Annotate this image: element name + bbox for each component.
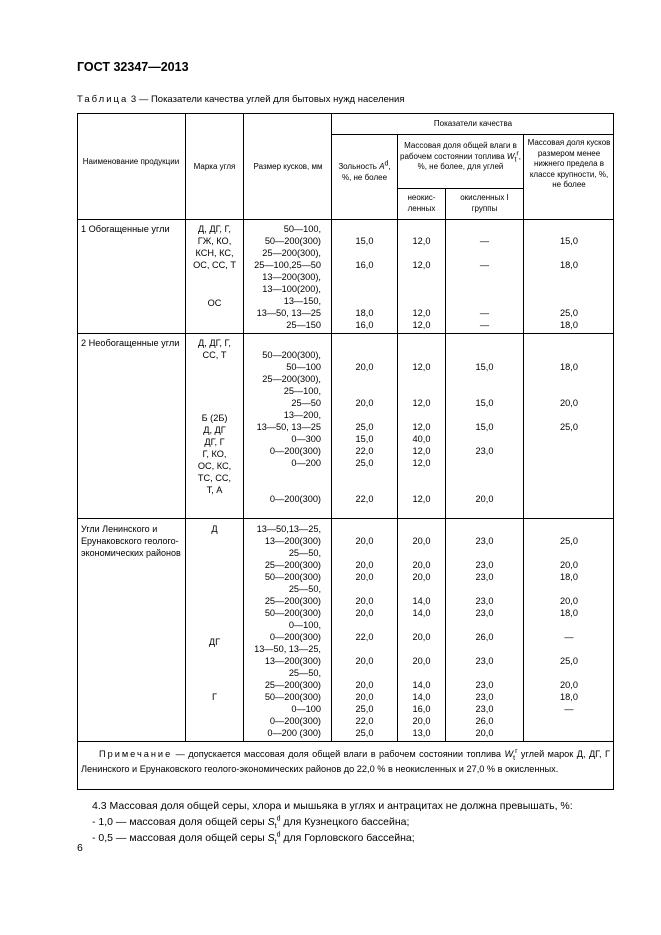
- standard-header: ГОСТ 32347—2013: [77, 60, 189, 74]
- coal-brand-cell: ДГ, Г: [204, 437, 225, 447]
- value-cell: 12,0: [412, 236, 431, 246]
- value-cell: 20,0: [412, 560, 431, 570]
- value-cell: 22,0: [355, 632, 374, 642]
- value-cell: 25,0: [355, 422, 374, 432]
- value-cell: 14,0: [412, 596, 431, 606]
- value-cell: 22,0: [355, 446, 374, 456]
- value-cell: 20,0: [475, 494, 494, 504]
- value-cell: 23,0: [475, 680, 494, 690]
- piece-size-cell: 0—200(300): [269, 632, 321, 642]
- coal-brand-cell: Д: [211, 524, 218, 534]
- piece-size-cell: 25—200(300): [264, 680, 321, 690]
- col-product-header: Наименование продукции: [82, 157, 180, 166]
- value-cell: 25,0: [560, 422, 578, 432]
- piece-size-cell: 13—200(300): [264, 656, 321, 666]
- coal-brand-cell: Г, КО,: [202, 449, 227, 459]
- value-cell: 12,0: [412, 446, 431, 456]
- value-cell: 13,0: [412, 728, 431, 738]
- value-cell: 22,0: [355, 494, 374, 504]
- piece-size-cell: 25—200(300): [264, 560, 321, 570]
- value-cell: 22,0: [355, 716, 374, 726]
- piece-size-cell: 50—200(300),: [262, 350, 321, 360]
- piece-size-cell: 13—50, 13—25: [256, 422, 321, 432]
- piece-size-cell: 0—100,: [288, 620, 321, 630]
- piece-size-cell: 25—100,25—50: [254, 260, 321, 270]
- piece-size-cell: 0—300: [291, 434, 321, 444]
- value-cell: —: [564, 632, 574, 642]
- value-cell: 25,0: [560, 308, 578, 318]
- piece-size-cell: 50—200(300): [264, 572, 321, 582]
- value-cell: 15,0: [475, 362, 494, 372]
- value-cell: 15,0: [355, 434, 374, 444]
- piece-size-cell: 50—200(300): [264, 692, 321, 702]
- table-caption: Таблица 3 — Показатели качества углей для бытовых нужд населения: [77, 94, 405, 105]
- value-cell: —: [479, 236, 490, 246]
- value-cell: 15,0: [475, 422, 494, 432]
- value-cell: —: [479, 260, 490, 270]
- value-cell: 20,0: [560, 560, 578, 570]
- value-cell: 20,0: [560, 398, 578, 408]
- value-cell: 20,0: [355, 656, 374, 666]
- col-ash-header: Зольность $A^d$, %, не более: [338, 160, 391, 182]
- piece-size-cell: 0—200 (300): [267, 728, 321, 738]
- value-cell: 23,0: [475, 704, 494, 714]
- coal-brand-cell: Б (2Б): [201, 413, 228, 423]
- group-name: Угли Ленинского и Ерунаковского геолого-экономических районов: [81, 524, 181, 558]
- value-cell: 15,0: [355, 236, 374, 246]
- coal-brand-cell: ОС, СС, Т: [193, 260, 236, 270]
- coal-brand-cell: ТС, СС,: [197, 473, 232, 483]
- coal-brand-cell: КСН, КС,: [195, 248, 234, 258]
- value-cell: 25,0: [355, 458, 374, 468]
- value-cell: 18,0: [560, 260, 578, 270]
- group-name: 2 Необогащенные угли: [81, 338, 180, 348]
- value-cell: 25,0: [355, 704, 374, 714]
- value-cell: 18,0: [355, 308, 374, 318]
- value-cell: 20,0: [412, 716, 431, 726]
- value-cell: 20,0: [355, 596, 374, 606]
- piece-size-cell: 25—50,: [288, 548, 321, 558]
- piece-size-cell: 50—100: [286, 362, 321, 372]
- coal-brand-cell: Д, ДГ: [203, 425, 226, 435]
- value-cell: 12,0: [412, 320, 431, 330]
- value-cell: 12,0: [412, 362, 431, 372]
- piece-size-cell: 50—200(300): [264, 608, 321, 618]
- coal-brand-cell: ОС: [207, 298, 222, 308]
- value-cell: 23,0: [475, 572, 494, 582]
- piece-size-cell: 0—200(300): [269, 494, 321, 504]
- value-cell: 16,0: [355, 260, 374, 270]
- value-cell: 18,0: [560, 608, 578, 618]
- piece-size-cell: 13—100(200),: [262, 284, 321, 294]
- value-cell: 23,0: [475, 656, 494, 666]
- col-moisture-header: Массовая доля общей влаги в рабочем состоянии топлива $W_t^r$, %, не более, для углей: [400, 141, 521, 171]
- value-cell: 16,0: [355, 320, 374, 330]
- value-cell: 12,0: [412, 260, 431, 270]
- value-cell: 15,0: [560, 236, 578, 246]
- sulfur-kuznetsk-line: - 1,0 — массовая доля общей серы $S_t^d$ для Кузнецкого бассейна;: [92, 815, 410, 831]
- value-cell: 23,0: [475, 692, 494, 702]
- value-cell: 12,0: [412, 398, 431, 408]
- value-cell: 20,0: [412, 572, 431, 582]
- piece-size-cell: 0—200(300): [269, 716, 321, 726]
- coal-brand-cell: ОС, КС,: [197, 461, 232, 471]
- group-name: 1 Обогащенные угли: [81, 224, 170, 234]
- value-cell: 16,0: [412, 704, 431, 714]
- value-cell: —: [564, 704, 574, 714]
- piece-size-cell: 0—100: [291, 704, 321, 714]
- value-cell: 18,0: [560, 320, 578, 330]
- piece-size-cell: 25—200(300): [264, 596, 321, 606]
- piece-size-cell: 13—150,: [283, 296, 321, 306]
- piece-size-cell: 13—50, 13—25,: [254, 644, 321, 654]
- sulfur-gorlovka-line: - 0,5 — массовая доля общей серы $S_t^d$ для Горловского бассейна;: [92, 831, 415, 847]
- value-cell: 18,0: [560, 362, 578, 372]
- value-cell: 26,0: [475, 716, 494, 726]
- value-cell: 25,0: [355, 728, 374, 738]
- quality-header: Показатели качества: [433, 119, 513, 128]
- value-cell: 20,0: [355, 560, 374, 570]
- value-cell: —: [479, 308, 490, 318]
- value-cell: 12,0: [412, 308, 431, 318]
- piece-size-cell: 0—200: [291, 458, 321, 468]
- piece-size-cell: 13—50,13—25,: [256, 524, 321, 534]
- value-cell: 20,0: [355, 536, 374, 546]
- value-cell: 14,0: [412, 680, 431, 690]
- value-cell: —: [479, 320, 490, 330]
- page-number: 6: [77, 842, 83, 854]
- value-cell: 12,0: [412, 422, 431, 432]
- value-cell: 20,0: [355, 680, 374, 690]
- piece-size-cell: 25—50,: [288, 668, 321, 678]
- piece-size-cell: 50—200(300): [264, 236, 321, 246]
- value-cell: 20,0: [355, 692, 374, 702]
- value-cell: 20,0: [355, 362, 374, 372]
- coal-brand-cell: Т, А: [206, 485, 223, 495]
- value-cell: 20,0: [560, 680, 578, 690]
- value-cell: 20,0: [355, 608, 374, 618]
- coal-brand-cell: СС, Т: [202, 350, 227, 360]
- piece-size-cell: 25—150: [286, 320, 321, 330]
- value-cell: 20,0: [412, 632, 431, 642]
- piece-size-cell: 13—200(300),: [262, 272, 321, 282]
- col-unoxidized-header: неокис-ленных: [407, 193, 436, 213]
- value-cell: 23,0: [475, 536, 494, 546]
- piece-size-cell: 25—50,: [288, 584, 321, 594]
- coal-brand-cell: Г: [212, 692, 217, 702]
- table-note: Примечание — допускается массовая доля общей влаги в рабочем состоянии топлива $W_t^r$ углей марок Д, ДГ, Г Ленинского и Ерунаковского геолого-экономических районов до 22,0 % в неокисленных и 27,0 % в окисленных.: [81, 747, 610, 774]
- piece-size-cell: 0—200(300): [269, 446, 321, 456]
- value-cell: 23,0: [475, 446, 494, 456]
- value-cell: 23,0: [475, 560, 494, 570]
- coal-brand-cell: Д, ДГ, Г,: [198, 338, 231, 348]
- value-cell: 20,0: [355, 572, 374, 582]
- piece-size-cell: 13—200(300): [264, 536, 321, 546]
- piece-size-cell: 25—200(300),: [262, 374, 321, 384]
- value-cell: 20,0: [412, 656, 431, 666]
- coal-brand-cell: Д, ДГ, Г,: [198, 224, 231, 234]
- piece-size-cell: 50—100,: [283, 224, 321, 234]
- value-cell: 12,0: [412, 458, 431, 468]
- value-cell: 18,0: [560, 572, 578, 582]
- piece-size-cell: 13—50, 13—25: [256, 308, 321, 318]
- col-fines-header: Массовая доля кусков размером менее нижнего предела в классе крупности, %, не более: [527, 138, 611, 189]
- col-brand-header: Марка угля: [193, 162, 236, 171]
- col-oxidized-header: окисленных I группы: [460, 193, 509, 213]
- coal-brand-cell: ГЖ, КО,: [197, 236, 232, 246]
- piece-size-cell: 25—100,: [283, 386, 321, 396]
- coal-brand-cell: ДГ: [208, 637, 221, 647]
- value-cell: 14,0: [412, 608, 431, 618]
- value-cell: 23,0: [475, 608, 494, 618]
- piece-size-cell: 25—50: [291, 398, 321, 408]
- value-cell: 20,0: [560, 596, 578, 606]
- col-size-header: Размер кусков, мм: [253, 162, 323, 171]
- piece-size-cell: 25—200(300),: [262, 248, 321, 258]
- value-cell: 20,0: [355, 398, 374, 408]
- quality-table: [77, 113, 614, 790]
- value-cell: 23,0: [475, 596, 494, 606]
- value-cell: 14,0: [412, 692, 431, 702]
- value-cell: 18,0: [560, 692, 578, 702]
- value-cell: 12,0: [412, 494, 431, 504]
- value-cell: 20,0: [475, 728, 494, 738]
- value-cell: 25,0: [560, 536, 578, 546]
- piece-size-cell: 13—200,: [283, 410, 321, 420]
- value-cell: 20,0: [412, 536, 431, 546]
- value-cell: 40,0: [412, 434, 431, 444]
- value-cell: 25,0: [560, 656, 578, 666]
- value-cell: 26,0: [475, 632, 494, 642]
- paragraph-4-3: 4.3 Массовая доля общей серы, хлора и мышьяка в углях и антрацитах не должна превышать, %:: [92, 800, 573, 812]
- value-cell: 15,0: [475, 398, 494, 408]
